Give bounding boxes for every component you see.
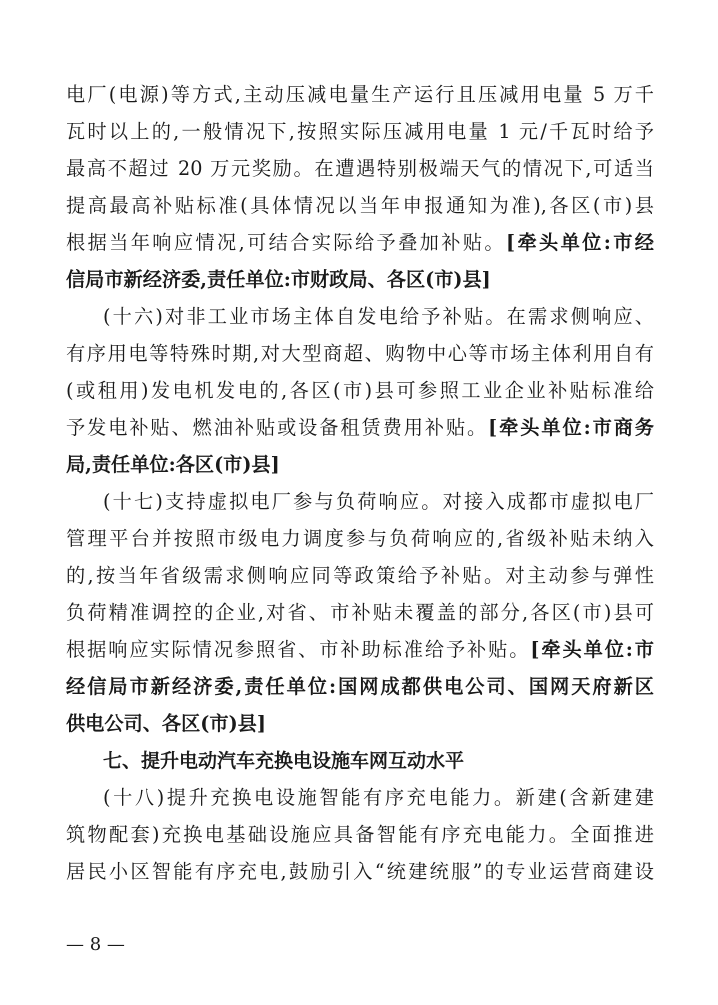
text-span: 电厂(电源)等方式,主动压减电量生产运行且压减用电量 5 万千 (66, 83, 654, 106)
bold-text-span: 经信局市新经济委,责任单位:国网成都供电公司、国网天府新区 (66, 675, 654, 698)
text-span: (十七)支持虚拟电厂参与负荷响应。对接入成都市虚拟电厂 (103, 490, 654, 513)
bold-text-span: [牵头单位:市商务 (488, 416, 654, 439)
text-line (66, 80, 654, 110)
text-line (66, 857, 654, 887)
text-line (66, 820, 654, 850)
text-span: 予发电补贴、燃油补贴或设备租赁费用补贴。 (66, 416, 489, 439)
text-line (66, 598, 654, 628)
text-line (66, 191, 654, 221)
text-span: 管理平台并按照市级电力调度参与负荷响应的,省级补贴未纳入 (66, 527, 654, 550)
text-line (66, 228, 654, 258)
text-line (66, 339, 654, 369)
text-line (66, 154, 654, 184)
text-line (66, 672, 654, 702)
text-line (66, 524, 654, 554)
text-span: (十八)提升充换电设施智能有序充电能力。新建(含新建建 (103, 786, 654, 809)
text-span: 最高不超过 20 万元奖励。在遭遇特别极端天气的情况下,可适当 (66, 157, 654, 180)
bold-text-span: [牵头单位:市经 (505, 231, 654, 254)
bold-text-span: 局,责任单位:各区(市)县] (66, 453, 280, 476)
text-line (103, 302, 654, 332)
text-span: 居民小区智能有序充电,鼓励引入“统建统服”的专业运营商建设 (66, 860, 654, 883)
text-line (66, 413, 654, 443)
bold-text-span: [牵头单位:市 (530, 638, 654, 661)
text-line (66, 709, 654, 739)
page-number: — 8 — (66, 934, 125, 955)
text-span: 筑物配套)充换电基础设施应具备智能有序充电能力。全面推进 (66, 823, 654, 846)
text-span: 瓦时以上的,一般情况下,按照实际压减用电量 1 元/千瓦时给予 (66, 120, 654, 143)
bold-text-span: 供电公司、各区(市)县] (66, 712, 266, 735)
bold-text-span: 信局市新经济委,责任单位:市财政局、各区(市)县] (66, 268, 491, 291)
text-span: 的,按当年省级需求侧响应同等政策给予补贴。对主动参与弹性 (66, 564, 654, 587)
text-line (66, 376, 654, 406)
text-span: (十六)对非工业市场主体自发电给予补贴。在需求侧响应、 (103, 305, 654, 328)
text-span: (或租用)发电机发电的,各区(市)县可参照工业企业补贴标准给 (66, 379, 654, 402)
text-line (103, 487, 654, 517)
heading-text: 七、提升电动汽车充换电设施车网互动水平 (103, 750, 465, 772)
text-line (103, 783, 654, 813)
text-line (66, 117, 654, 147)
text-span: 负荷精准调控的企业,对省、市补贴未覆盖的部分,各区(市)县可 (66, 601, 654, 624)
text-span: 根据响应实际情况参照省、市补助标准给予补贴。 (66, 638, 531, 661)
text-span: 有序用电等特殊时期,对大型商超、购物中心等市场主体利用自有 (66, 342, 654, 365)
text-span: 根据当年响应情况,可结合实际给予叠加补贴。 (66, 231, 506, 254)
text-span: 提高最高补贴标准(具体情况以当年申报通知为准),各区(市)县 (66, 194, 654, 217)
text-line (66, 265, 654, 295)
text-line (66, 561, 654, 591)
text-line (66, 450, 654, 480)
section-heading (103, 746, 654, 776)
text-line (66, 635, 654, 665)
